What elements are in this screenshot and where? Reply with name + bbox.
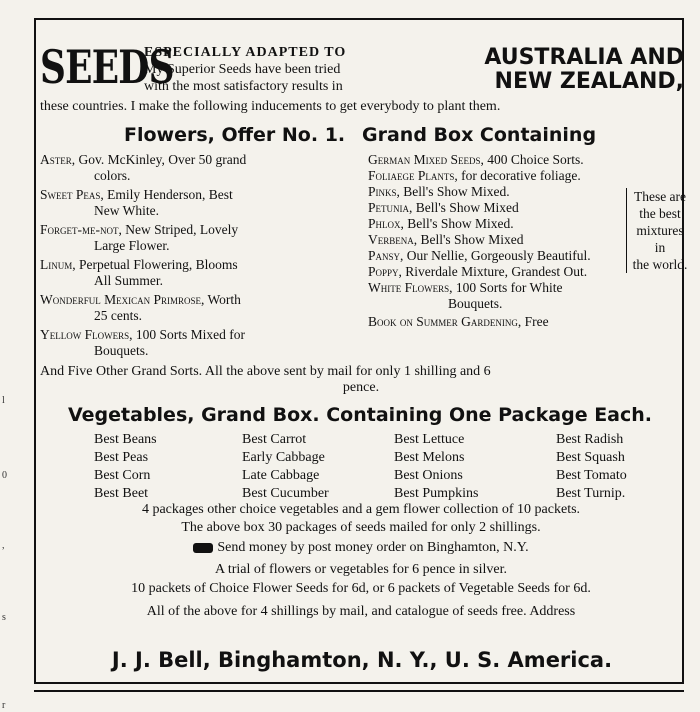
- veg-line2: The above box 30 packages of seeds mailed for only 2 shillings.: [181, 520, 541, 535]
- footer-address: J. J. Bell, Binghamton, N. Y., U. S. America.: [111, 648, 613, 672]
- flower-desc: , 100 Sorts for White: [449, 280, 563, 295]
- flower-desc: , Emily Henderson, Best: [100, 187, 233, 202]
- flower-desc-cont: colors.: [94, 168, 131, 183]
- header-continuation: these countries. I make the following inducements to get everybody to plant them.: [40, 99, 501, 114]
- flower-name: Wonderful Mexican Primrose: [40, 292, 202, 307]
- flower-desc-cont: New White.: [94, 203, 159, 218]
- veg-item: Best Pumpkins: [394, 486, 479, 501]
- flower-desc: , Bell's Show Mixed: [413, 232, 524, 247]
- flower-item: [368, 280, 682, 296]
- bracket-note: [626, 188, 689, 273]
- flower-item: [40, 257, 358, 289]
- flower-desc-cont: Bouquets.: [94, 343, 149, 358]
- flower-desc: Bouquets.: [448, 296, 503, 311]
- flower-desc: , Free: [517, 314, 549, 329]
- margin-mark: r: [2, 700, 6, 711]
- veg-item: Best Squash: [556, 450, 625, 465]
- flowers-title: Flowers, Offer No. 1.: [124, 124, 346, 146]
- flower-name: Book on Summer Gardening: [368, 314, 518, 329]
- veg-item: Best Radish: [556, 432, 624, 447]
- flower-item: [368, 168, 682, 184]
- offer-text: And Five Other Grand Sorts. All the above sent by mail for only 1 shilling and 6: [40, 364, 491, 379]
- bracket-line: the best: [639, 206, 681, 221]
- margin-mark: 0: [2, 470, 7, 481]
- flower-desc: , 400 Choice Sorts.: [480, 152, 584, 167]
- bracket-line: the world.: [632, 257, 688, 272]
- veg-column: [556, 431, 627, 503]
- flower-desc: , Bell's Show Mixed: [409, 200, 519, 215]
- veg-line5: 10 packets of Choice Flower Seeds for 6d, or 6 packets of Vegetable Seeds for 6d.: [131, 581, 591, 596]
- flower-item: [368, 296, 682, 312]
- flower-item: [40, 327, 358, 359]
- flower-name: Foliaege Plants: [368, 168, 455, 183]
- flower-name: Forget-me-not: [40, 222, 119, 237]
- flower-name: Pinks: [368, 184, 397, 199]
- veg-item: Best Beans: [94, 432, 157, 447]
- flower-desc: , Riverdale Mixture, Grandest Out.: [398, 264, 588, 279]
- veg-line4: A trial of flowers or vegetables for 6 pence in silver.: [215, 562, 507, 577]
- flower-item: [40, 222, 358, 254]
- header-middle: [144, 44, 434, 95]
- vegetables-title: Vegetables, Grand Box. Containing One Package Each.: [68, 404, 652, 426]
- offer-text-cont: pence.: [342, 380, 380, 395]
- flower-name: Phlox: [368, 216, 401, 231]
- pointing-hand-icon: [193, 543, 213, 553]
- flower-desc: , for decorative foliage.: [454, 168, 581, 183]
- header-line3: with the most satisfactory results in: [144, 79, 343, 94]
- flower-name: German Mixed Seeds: [368, 152, 481, 167]
- header-right: [434, 46, 684, 94]
- flower-name: White Flowers: [368, 280, 450, 295]
- flower-desc-cont: Large Flower.: [94, 238, 170, 253]
- advertisement: [34, 18, 688, 684]
- flower-desc: , Gov. McKinley, Over 50 grand: [71, 152, 247, 167]
- flower-desc: , 100 Sorts Mixed for: [129, 327, 245, 342]
- veg-item: Best Cucumber: [242, 486, 329, 501]
- flower-desc: , New Striped, Lovely: [118, 222, 239, 237]
- veg-column: [94, 431, 157, 503]
- seeds-heading: SEEDS: [40, 40, 174, 94]
- veg-item: Best Beet: [94, 486, 149, 501]
- flower-item: [368, 314, 682, 330]
- margin-mark: s: [2, 612, 6, 623]
- australia-line: AUSTRALIA AND: [484, 45, 684, 70]
- veg-line6: All of the above for 4 shillings by mail, and catalogue of seeds free. Address: [146, 604, 576, 619]
- flower-item: [40, 292, 358, 324]
- veg-item: Best Carrot: [242, 432, 307, 447]
- header-line2: My Superior Seeds have been tried: [144, 62, 341, 77]
- veg-line1: 4 packages other choice vegetables and a gem flower collection of 10 packets.: [141, 502, 581, 517]
- margin-mark: l: [2, 395, 5, 406]
- veg-column: [394, 431, 478, 503]
- grand-box-title: Grand Box Containing: [362, 124, 597, 146]
- flower-name: Aster: [40, 152, 72, 167]
- flower-name: Verbena: [368, 232, 414, 247]
- flower-name: Sweet Peas: [40, 187, 101, 202]
- veg-item: Early Cabbage: [242, 450, 325, 465]
- margin-mark: ,: [2, 540, 5, 551]
- flowers-left-list: [40, 152, 358, 362]
- flower-name: Petunia: [368, 200, 409, 215]
- veg-line3-text: Send money by post money order on Binghamton, N.Y.: [217, 540, 529, 555]
- flower-desc: , Worth: [201, 292, 241, 307]
- especially-line: ESPECIALLY ADAPTED TO: [144, 45, 347, 60]
- flower-desc: , Our Nellie, Gorgeously Beautiful.: [400, 248, 591, 263]
- flower-desc-cont: All Summer.: [94, 273, 164, 288]
- flower-desc-cont: 25 cents.: [94, 308, 142, 323]
- flower-name: Pansy: [368, 248, 401, 263]
- bracket-line: These are: [633, 189, 687, 204]
- veg-item: Best Lettuce: [394, 432, 465, 447]
- new-zealand-line: NEW ZEALAND,: [494, 69, 684, 94]
- veg-line3: [40, 540, 682, 556]
- offer-line: [40, 364, 682, 396]
- flower-item: [40, 152, 358, 184]
- veg-item: Best Melons: [394, 450, 465, 465]
- veg-item: Best Tomato: [556, 468, 627, 483]
- flower-item: [368, 152, 682, 168]
- flower-desc: , Bell's Show Mixed.: [396, 184, 510, 199]
- veg-item: Best Corn: [94, 468, 151, 483]
- flower-desc: , Bell's Show Mixed.: [400, 216, 514, 231]
- flower-desc: , Perpetual Flowering, Blooms: [72, 257, 238, 272]
- bracket-line: mixtures in: [636, 223, 684, 255]
- flower-name: Yellow Flowers: [40, 327, 130, 342]
- veg-column: [242, 431, 329, 503]
- veg-item: Best Onions: [394, 468, 463, 483]
- veg-item: Best Peas: [94, 450, 149, 465]
- veg-item: Late Cabbage: [242, 468, 320, 483]
- flower-item: [40, 187, 358, 219]
- bottom-rule: [34, 690, 684, 692]
- flower-name: Poppy: [368, 264, 399, 279]
- veg-item: Best Turnip.: [556, 486, 626, 501]
- flower-name: Linum: [40, 257, 73, 272]
